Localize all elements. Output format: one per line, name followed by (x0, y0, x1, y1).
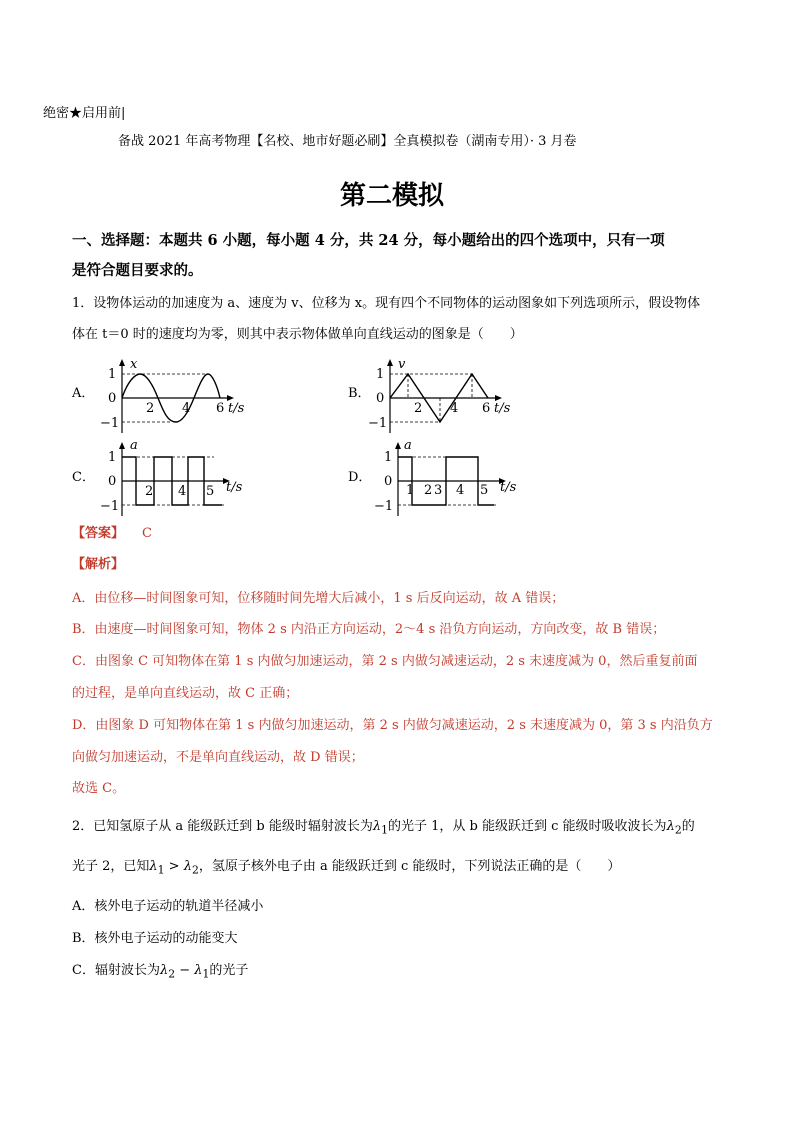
graph-d-tick: 3 (434, 483, 443, 498)
answer-label: 【答案】 (72, 526, 125, 541)
graph-b-ybottom: −1 (368, 416, 388, 431)
lambda-subscript: 2 (168, 967, 176, 981)
analysis-option-b: B．由速度—时间图象可知，物体 2 s 内沿正方向运动，2～4 s 沿负方向运动，方向改变，故 B 错误； (72, 622, 666, 637)
lambda-subscript: 1 (157, 863, 165, 877)
graph-b-ytop: 1 (376, 367, 385, 382)
q2-stem-part: 2．已知氢原子从 a 能级跃迁到 b 能级时辐射波长为 (72, 819, 373, 834)
lambda-symbol: λ (194, 963, 203, 978)
lambda-subscript: 1 (202, 967, 210, 981)
q2-stem-part: 光子 2，已知 (72, 859, 150, 874)
graph-d-tick: 5 (480, 483, 489, 498)
q2-option-a: A．核外电子运动的轨道半径减小 (72, 899, 264, 914)
graph-c-ylabel: a (130, 438, 138, 453)
lambda-symbol: λ (159, 963, 169, 978)
graph-b-tick: 6 (482, 401, 491, 416)
graph-d (368, 438, 528, 518)
lambda-subscript: 2 (191, 863, 199, 877)
graph-b-xlabel: t/s (494, 401, 511, 416)
q1-stem-line1: 1．设物体运动的加速度为 a、速度为 v、位移为 x。现有四个不同物体的运动图象如下列选项所示，假设物体 (72, 296, 701, 311)
graph-b-tick: 2 (414, 401, 423, 416)
q2-stem-line2 (72, 858, 620, 880)
minus-symbol: − (175, 963, 195, 978)
graph-b (368, 355, 528, 435)
graph-d-xlabel: t/s (500, 480, 517, 495)
graph-b-ylabel: v (398, 357, 406, 372)
graph-b-tick: 4 (450, 401, 459, 416)
graph-c-ybottom: −1 (100, 499, 120, 514)
option-d-label: D． (348, 470, 372, 485)
q2-stem-part: 的 (681, 819, 695, 834)
analysis-label: 【解析】 (72, 557, 125, 572)
q2-stem-line1 (72, 818, 695, 840)
graph-d-tick: 4 (456, 483, 465, 498)
graph-d-tick: 1 (406, 483, 415, 498)
q2-stem-part: 的光子 1，从 b 能级跃迁到 c 能级时吸收波长为 (388, 819, 667, 834)
graph-c-tick: 2 (145, 484, 154, 499)
graph-a-yzero: 0 (108, 391, 117, 406)
option-a-label: A． (72, 386, 95, 401)
graph-c (100, 438, 260, 518)
graph-d-ytop: 1 (384, 450, 393, 465)
analysis-option-d-line2: 向做匀加速运动，不是单向直线运动，故 D 错误； (72, 750, 364, 765)
section-heading-line1: 一、选择题：本题共 6 小题，每小题 4 分，共 24 分，每小题给出的四个选项中，只有一项 (72, 232, 665, 249)
confidential-mark: 绝密★启用前| (43, 106, 126, 121)
option-c-label: C． (72, 470, 95, 485)
q2-option-c-part: 的光子 (209, 963, 249, 978)
graph-c-ytop: 1 (108, 450, 117, 465)
graph-c-xlabel: t/s (226, 480, 243, 495)
lambda-symbol: λ (666, 819, 675, 834)
graph-a-ytop: 1 (108, 367, 117, 382)
graph-c-yzero: 0 (108, 474, 117, 489)
graph-a-xlabel: t/s (228, 401, 245, 416)
lambda-symbol: λ (149, 859, 158, 874)
lambda-subscript: 1 (381, 823, 389, 837)
lambda-symbol: λ (183, 859, 192, 874)
graph-a-tick: 4 (182, 401, 191, 416)
analysis-option-c-line1: C．由图象 C 可知物体在第 1 s 内做匀加速运动，第 2 s 内做匀减速运动，2 s 末速度减为 0，然后重复前面 (72, 654, 698, 669)
graph-c-tick: 5 (206, 484, 215, 499)
q2-option-c-part: C．辐射波长为 (72, 963, 160, 978)
graph-a-ybottom: −1 (100, 416, 120, 431)
graph-c-tick: 4 (178, 484, 187, 499)
graph-a (100, 355, 260, 435)
lambda-symbol: λ (372, 819, 382, 834)
analysis-option-c-line2: 的过程，是单向直线运动，故 C 正确； (72, 686, 299, 701)
graph-d-ybottom: −1 (374, 499, 394, 514)
section-heading-line2: 是符合题目要求的。 (72, 262, 203, 279)
graph-d-yzero: 0 (384, 474, 393, 489)
q2-option-b: B．核外电子运动的动能变大 (72, 931, 238, 946)
graph-a-tick: 2 (146, 401, 155, 416)
analysis-option-d-line1: D．由图象 D 可知物体在第 1 s 内做匀加速运动，第 2 s 内做匀减速运动，2 s 末速度减为 0，第 3 s 内沿负方 (72, 718, 713, 733)
graph-a-tick: 6 (216, 401, 225, 416)
page-title: 第二模拟 (340, 181, 445, 211)
graph-a-ylabel: x (130, 357, 138, 372)
analysis-conclusion: 故选 C。 (72, 781, 126, 796)
analysis-option-a: A．由位移—时间图象可知，位移随时间先增大后减小，1 s 后反向运动，故 A 错误； (72, 591, 565, 606)
option-b-label: B． (348, 386, 371, 401)
lambda-subscript: 2 (674, 823, 682, 837)
gt-symbol: > (164, 859, 184, 874)
answer-value: C (142, 526, 152, 541)
q1-stem-line2: 体在 t＝0 时的速度均为零，则其中表示物体做单向直线运动的图象是（ ） (72, 327, 523, 342)
graph-d-tick: 2 (424, 483, 433, 498)
q2-option-c (72, 962, 248, 984)
exam-subtitle: 备战 2021 年高考物理【名校、地市好题必刷】全真模拟卷（湖南专用）· 3 月卷 (118, 134, 577, 149)
graph-b-yzero: 0 (376, 391, 385, 406)
q2-stem-part: ，氢原子核外电子由 a 能级跃迁到 c 能级时，下列说法正确的是（ ） (198, 859, 621, 874)
graph-d-ylabel: a (404, 438, 412, 453)
